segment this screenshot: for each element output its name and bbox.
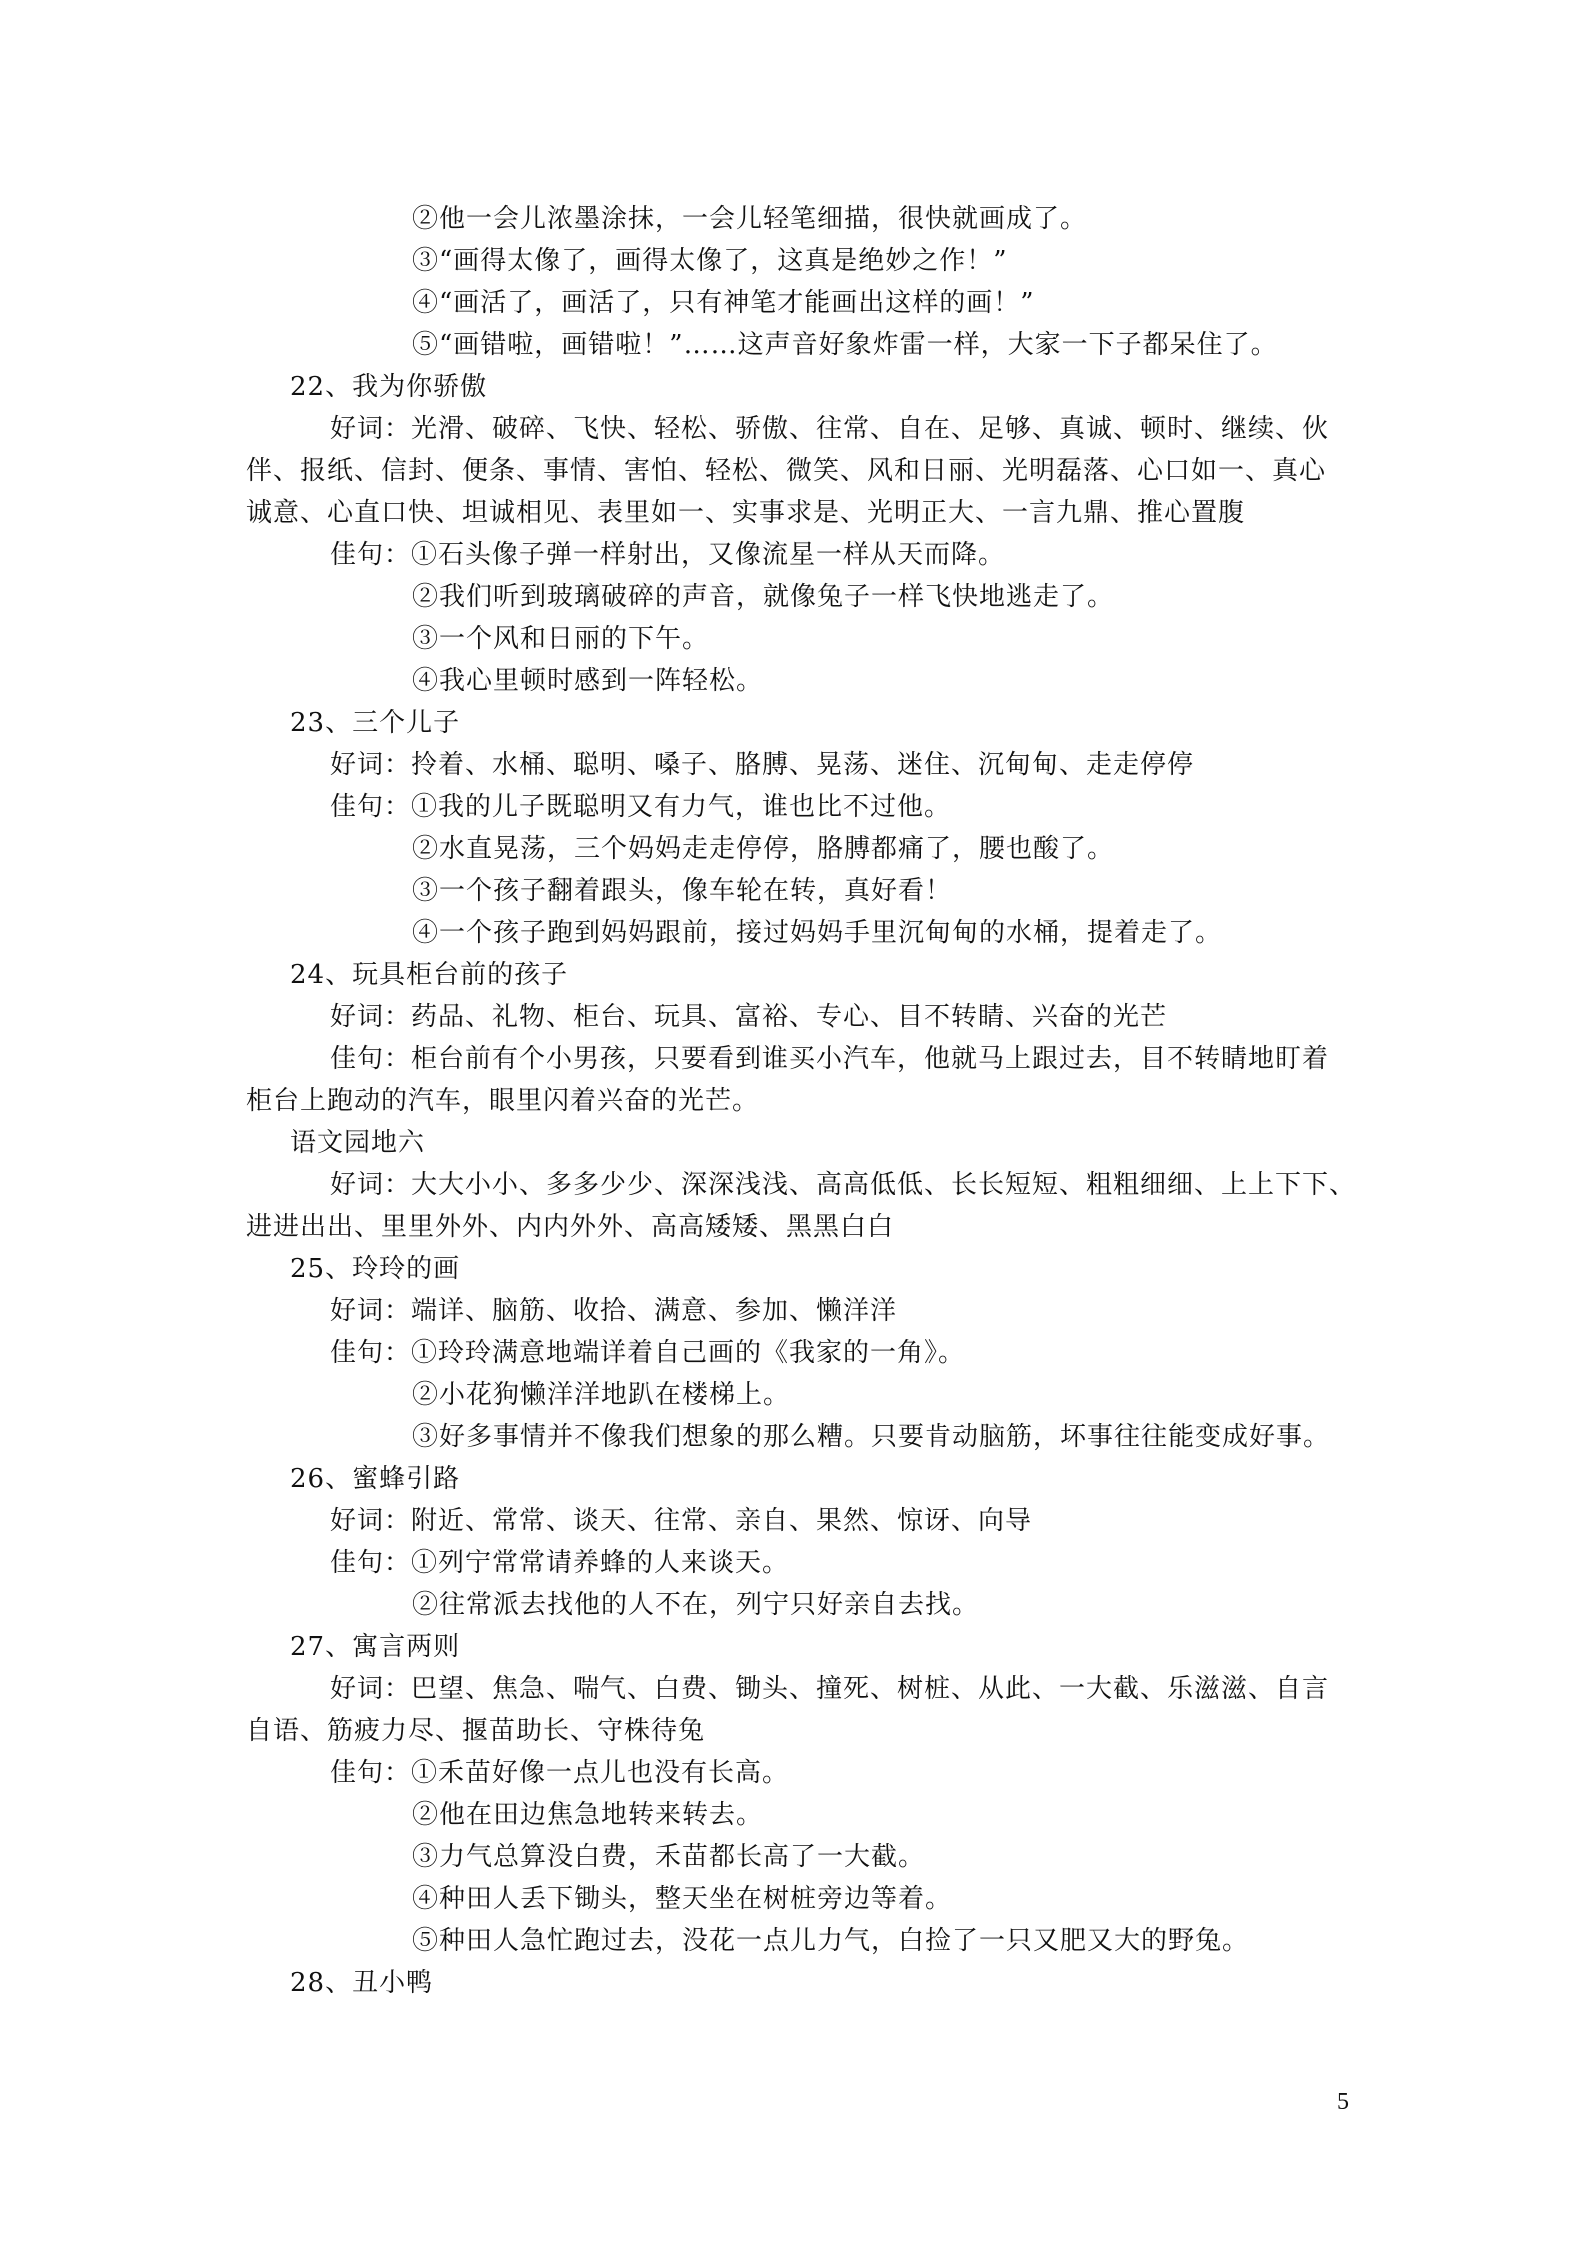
text-line: ④我心里顿时感到一阵轻松。 (412, 666, 764, 696)
text-line: 佳句：①我的儿子既聪明又有力气，谁也比不过他。 (330, 792, 952, 822)
text-line: ⑤“画错啦，画错啦！”……这声音好象炸雷一样，大家一下子都呆住了。 (412, 330, 1278, 360)
text-line: ④一个孩子跑到妈妈跟前，接过妈妈手里沉甸甸的水桶，提着走了。 (412, 918, 1223, 948)
text-line: 佳句：柜台前有个小男孩，只要看到谁买小汽车，他就马上跟过去，目不转睛地盯着 (330, 1044, 1330, 1074)
text-line: ④“画活了，画活了，只有神笔才能画出这样的画！” (412, 288, 1035, 318)
text-line: 佳句：①石头像子弹一样射出，又像流星一样从天而降。 (330, 540, 1006, 570)
text-line: ②小花狗懒洋洋地趴在楼梯上。 (412, 1380, 791, 1410)
section-heading: 28、丑小鸭 (290, 1968, 434, 1998)
text-line: 进进出出、里里外外、内内外外、高高矮矮、黑黑白白 (246, 1212, 895, 1242)
text-line: ③一个孩子翻着跟头，像车轮在转，真好看！ (412, 876, 953, 906)
text-line: 好词：光滑、破碎、飞快、轻松、骄傲、往常、自在、足够、真诚、顿时、继续、伙 (330, 414, 1330, 444)
text-line: 自语、筋疲力尽、揠苗助长、守株待兔 (246, 1716, 706, 1746)
text-line: 好词：药品、礼物、柜台、玩具、富裕、专心、目不转睛、兴奋的光芒 (330, 1002, 1168, 1032)
text-line: ②他一会儿浓墨涂抹，一会儿轻笔细描，很快就画成了。 (412, 204, 1088, 234)
text-line: ②水直晃荡，三个妈妈走走停停，胳膊都痛了，腰也酸了。 (412, 834, 1115, 864)
section-heading: 23、三个儿子 (290, 708, 461, 738)
section-heading: 语文园地六 (290, 1128, 426, 1158)
text-line: 好词：拎着、水桶、聪明、嗓子、胳膊、晃荡、迷住、沉甸甸、走走停停 (330, 750, 1195, 780)
text-line: 伴、报纸、信封、便条、事情、害怕、轻松、微笑、风和日丽、光明磊落、心口如一、真心 (246, 456, 1327, 486)
section-heading: 27、寓言两则 (290, 1632, 461, 1662)
text-line: ⑤种田人急忙跑过去，没花一点儿力气，白捡了一只又肥又大的野兔。 (412, 1926, 1250, 1956)
section-heading: 26、蜜蜂引路 (290, 1464, 461, 1494)
text-line: 好词：附近、常常、谈天、往常、亲自、果然、惊讶、向导 (330, 1506, 1033, 1536)
text-line: 佳句：①列宁常常请养蜂的人来谈天。 (330, 1548, 790, 1578)
text-line: 佳句：①玲玲满意地端详着自己画的《我家的一角》。 (330, 1338, 966, 1368)
text-line: 好词：巴望、焦急、喘气、白费、锄头、撞死、树桩、从此、一大截、乐滋滋、自言 (330, 1674, 1330, 1704)
text-line: ②我们听到玻璃破碎的声音，就像兔子一样飞快地逃走了。 (412, 582, 1115, 612)
text-line: ④种田人丢下锄头，整天坐在树桩旁边等着。 (412, 1884, 953, 1914)
text-line: ②他在田边焦急地转来转去。 (412, 1800, 764, 1830)
text-line: 诚意、心直口快、坦诚相见、表里如一、实事求是、光明正大、一言九鼎、推心置腹 (246, 498, 1246, 528)
text-line: ②往常派去找他的人不在，列宁只好亲自去找。 (412, 1590, 980, 1620)
text-line: 好词：端详、脑筋、收拾、满意、参加、懒洋洋 (330, 1296, 898, 1326)
text-line: 好词：大大小小、多多少少、深深浅浅、高高低低、长长短短、粗粗细细、上上下下、 (330, 1170, 1357, 1200)
text-line: 佳句：①禾苗好像一点儿也没有长高。 (330, 1758, 790, 1788)
text-line: ③“画得太像了，画得太像了，这真是绝妙之作！” (412, 246, 1008, 276)
section-heading: 25、玲玲的画 (290, 1254, 461, 1284)
text-line: ③好多事情并不像我们想象的那么糟。只要肯动脑筋，坏事往往能变成好事。 (412, 1422, 1331, 1452)
text-line: 柜台上跑动的汽车，眼里闪着兴奋的光芒。 (246, 1086, 760, 1116)
section-heading: 24、玩具柜台前的孩子 (290, 960, 569, 990)
section-heading: 22、我为你骄傲 (290, 372, 488, 402)
text-line: ③力气总算没白费，禾苗都长高了一大截。 (412, 1842, 926, 1872)
text-line: ③一个风和日丽的下午。 (412, 624, 710, 654)
page-number: 5 (1337, 2089, 1349, 2115)
